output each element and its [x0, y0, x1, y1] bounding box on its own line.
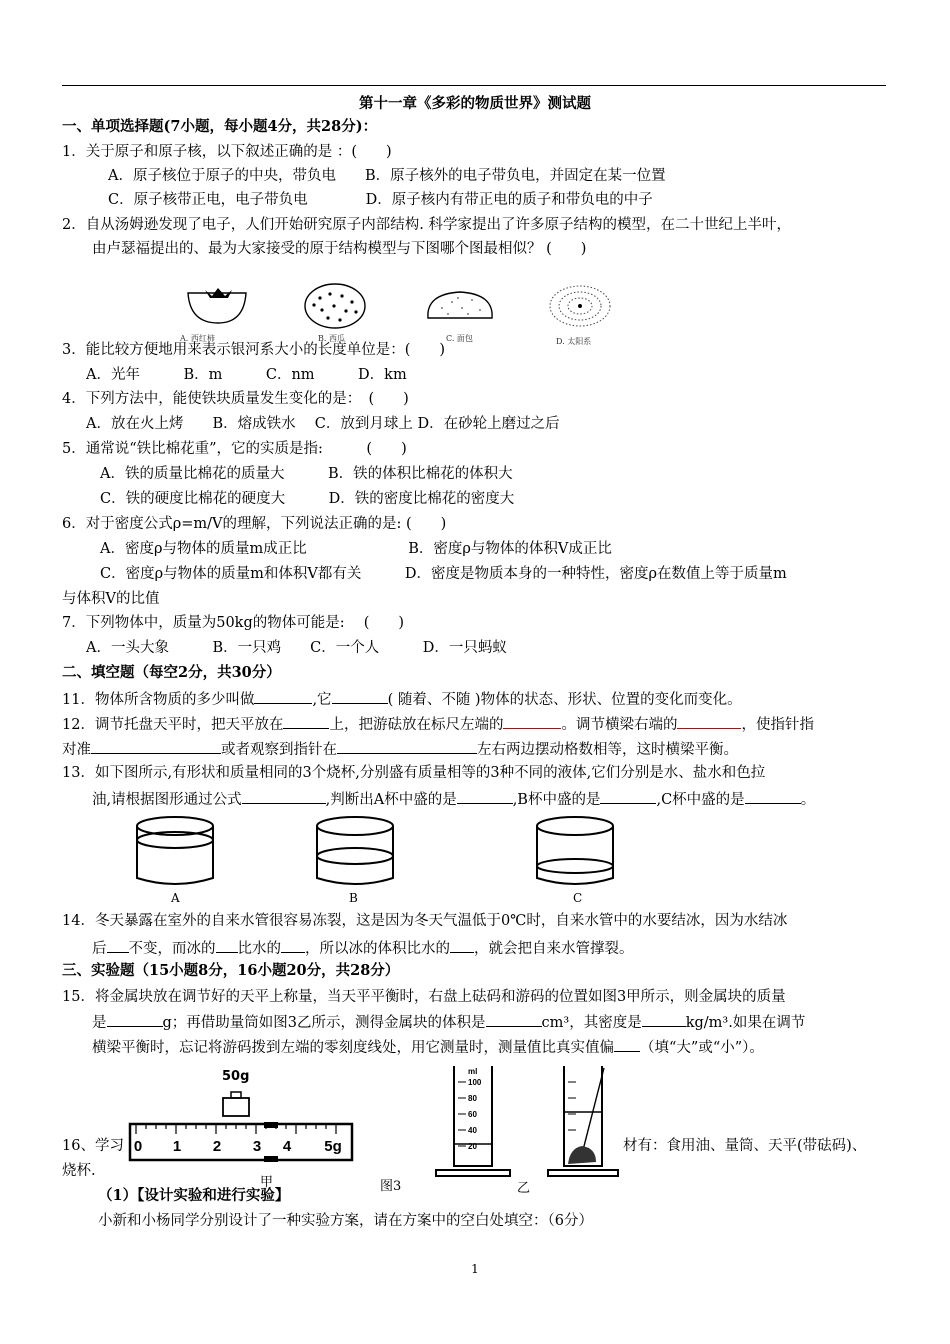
model-caption-c: C. 面包: [446, 334, 473, 343]
question-15-line-3: 横梁平衡时，忘记将游码拨到左端的零刻度线处，用它测量时，测量值比真实值偏 （填“大”或“小”）。: [92, 1037, 764, 1057]
header-rule: [62, 85, 886, 86]
beaker-c: [537, 817, 613, 884]
watermelon-model: [305, 284, 365, 328]
solar-system-model: [550, 286, 610, 326]
question-1: 1．关于原子和原子核，以下叙述正确的是 ：( ): [62, 144, 392, 160]
page-number: 1: [471, 1262, 479, 1276]
question-4-options: A．放在火上烤 B．熔成铁水 C．放到月球上 D．在砂轮上磨过之后: [86, 416, 560, 432]
question-5: 5．通常说“铁比棉花重”，它的实质是指: ( ): [62, 441, 407, 457]
question-3-options: A．光年 B．m C．nm D．km: [86, 367, 407, 383]
cylinder-tick: 80: [468, 1094, 477, 1103]
question-15-line-1: 15．将金属块放在调节好的天平上称量，当天平平衡时，右盘上砝码和游码的位置如图3甲所示，则金属块的质量: [62, 989, 786, 1005]
question-6-options-ab: A．密度ρ与物体的质量m成正比 B．密度ρ与物体的体积V成正比: [100, 541, 612, 557]
atom-models-figure: [170, 278, 620, 348]
blank[interactable]: [242, 789, 326, 804]
beakers-figure: [125, 812, 625, 892]
question-16-line-1: 16、学习: [62, 1138, 124, 1154]
question-6-continued: 与体积V的比值: [62, 591, 160, 607]
figure-jia-label: 甲: [260, 1175, 274, 1190]
bread-model: [428, 292, 492, 318]
question-16-line-2: 烧杯.: [62, 1163, 96, 1179]
question-2-line-2: 由卢瑟福提出的、最为大家接受的原于结构模型与下图哪个图最相似？ ( ): [92, 241, 587, 257]
question-1-options-cd: C．原子核带正电，电子带负电 D．原子核内有带正电的质子和带负电的中子: [108, 192, 653, 208]
question-15-line-2: 是 g；再借助量筒如图3乙所示，测得金属块的体积是 cm³，其密度是 kg/m³.如果在调节: [92, 1012, 805, 1032]
question-12-line-2: 对准 或者观察到指针在 左右两边摆动格数相等，这时横梁平衡。: [62, 739, 738, 759]
question-12-line-1: 12．调节托盘天平时，把天平放在 上，把游砝放在标尺左端的 。调节横梁右端的 ，使指针指: [62, 714, 814, 734]
question-16-line-1-end: 材有：食用油、量筒、天平(带砝码)、: [623, 1138, 867, 1154]
blank[interactable]: [107, 1012, 163, 1027]
cylinder-unit: ml: [468, 1067, 478, 1076]
ruler-tick-label: 5g: [324, 1138, 342, 1155]
blank[interactable]: [216, 938, 238, 953]
cylinder-tick: 60: [468, 1110, 477, 1119]
weight-50g: [223, 1092, 249, 1116]
tomato-model: [188, 288, 246, 323]
figure-yi-label: 乙: [517, 1181, 531, 1196]
blank[interactable]: [450, 938, 474, 953]
cylinder-tick: 20: [468, 1142, 477, 1151]
blank[interactable]: [503, 714, 561, 729]
question-5-options-cd: C．铁的硬度比棉花的硬度大 D．铁的密度比棉花的密度大: [100, 491, 515, 507]
question-4: 4．下列方法中，能使铁块质量发生变化的是： ( ): [62, 391, 409, 407]
cylinder-tick: 40: [468, 1126, 477, 1135]
question-16-part-1: （1）【设计实验和进行实验】: [98, 1187, 290, 1204]
question-13-line-1: 13．如下图所示,有形状和质量相同的3个烧杯,分别盛有质量相等的3种不同的液体,它们分别是水、盐水和色拉: [62, 765, 766, 781]
blank[interactable]: [486, 1012, 542, 1027]
blank[interactable]: [281, 938, 305, 953]
beaker-b: [317, 817, 393, 884]
cylinder-with-metal: [548, 1066, 618, 1176]
rider-top: [264, 1122, 278, 1128]
beaker-label-b: B: [349, 891, 358, 905]
rider-bottom: [264, 1156, 278, 1162]
beaker-a: [137, 817, 213, 884]
ruler-tick-label: 3: [252, 1138, 262, 1155]
beaker-label-c: C: [573, 891, 583, 905]
blank[interactable]: [107, 938, 129, 953]
blank[interactable]: [642, 1012, 686, 1027]
question-6: 6．对于密度公式ρ=m/V的理解，下列说法正确的是: ( ): [62, 516, 447, 532]
ruler-tick-label: 1: [172, 1138, 182, 1155]
cylinders-figure: [432, 1062, 622, 1182]
model-caption-d: D. 太阳系: [556, 337, 592, 346]
blank[interactable]: [745, 789, 801, 804]
question-2-line-1: 2．自从汤姆逊发现了电子，人们开始研究原子内部结构. 科学家提出了许多原子结构的模型，在二十世纪上半叶，: [62, 217, 791, 233]
page-title: 第十一章《多彩的物质世界》测试题: [359, 95, 591, 112]
cylinder-empty: [436, 1066, 510, 1176]
blank[interactable]: [283, 714, 329, 729]
question-13-line-2: 油,请根据图形通过公式 ,判断出A杯中盛的是 ,B杯中盛的是 ,C杯中盛的是 。: [92, 789, 815, 809]
question-16-instruction: 小新和小杨同学分别设计了一种实验方案，请在方案中的空白处填空：（6分）: [98, 1213, 593, 1229]
section-3-heading: 三、实验题（15小题8分，16小题20分，共28分）: [62, 962, 400, 979]
question-7-options: A．一头大象 B．一只鸡 C．一个人 D．一只蚂蚁: [86, 640, 507, 656]
blank[interactable]: [457, 789, 513, 804]
ruler-tick-label: 0: [133, 1138, 143, 1155]
section-2-heading: 二、填空题（每空2分，共30分）: [62, 664, 281, 681]
beaker-label-a: A: [171, 891, 180, 905]
blank[interactable]: [677, 714, 741, 729]
ruler-tick-label: 2: [212, 1138, 222, 1155]
weight-label: 50g: [222, 1069, 250, 1084]
blank[interactable]: [254, 689, 312, 704]
question-1-options-ab: A．原子核位于原子的中央，带负电 B．原子核外的电子带负电，并固定在某一位置: [108, 168, 666, 184]
model-caption-a: A. 西红柿: [180, 334, 215, 343]
question-11: 11．物体所含物质的多少叫做 ,它 ( 随着、不随 )物体的状态、形状、位置的变化而变化。: [62, 689, 742, 709]
question-7: 7．下列物体中，质量为50kg的物体可能是: ( ): [62, 615, 405, 631]
blank[interactable]: [614, 1037, 640, 1052]
question-14-line-2: 后 不变，而冰的 比水的 ，所以冰的体积比水的 ，就会把自来水管撑裂。: [92, 938, 634, 958]
model-caption-b: B. 西瓜: [318, 334, 345, 343]
balance-ruler-figure: [128, 1088, 358, 1166]
section-1-heading: 一、单项选择题(7小题，每小题4分，共28分)：: [62, 118, 378, 135]
question-3: 3．能比较方便地用来表示银河系大小的长度单位是：( ): [62, 342, 446, 358]
question-14-line-1: 14．冬天暴露在室外的自来水管很容易冻裂，这是因为冬天气温低于0℃时，自来水管中的水要结冰，因为水结冰: [62, 913, 788, 929]
question-6-options-cd: C．密度ρ与物体的质量m和体积V都有关 D．密度是物质本身的一种特性，密度ρ在数值上等于质量m: [100, 566, 787, 582]
ruler-tick-label: 4: [282, 1138, 292, 1155]
blank[interactable]: [91, 739, 221, 754]
figure-3-caption: 图3: [380, 1179, 402, 1194]
blank[interactable]: [337, 739, 477, 754]
cylinder-tick: 100: [468, 1078, 482, 1087]
question-5-options-ab: A．铁的质量比棉花的质量大 B．铁的体积比棉花的体积大: [100, 466, 513, 482]
blank[interactable]: [600, 789, 656, 804]
blank[interactable]: [332, 689, 388, 704]
